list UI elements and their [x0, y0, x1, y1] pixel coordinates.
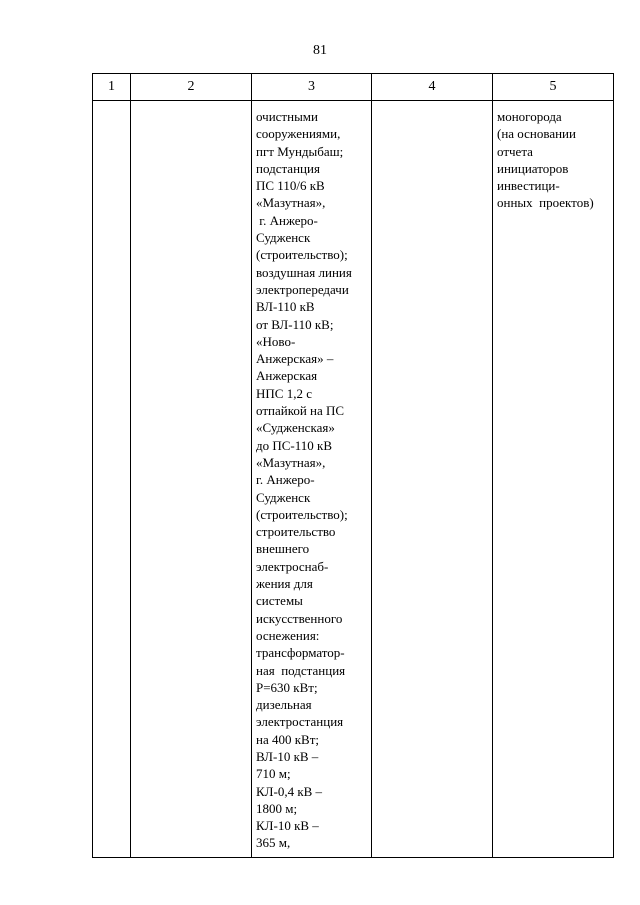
text-line: искусственного [256, 610, 343, 626]
text-line: электростанция [256, 714, 344, 730]
text-line: ВЛ-110 кВ [256, 299, 315, 315]
text-line: электроснаб- [256, 558, 329, 574]
cell-col-2 [131, 101, 252, 858]
document-table [92, 73, 614, 858]
text-line: на 400 кВт; [256, 731, 320, 747]
table-row [93, 101, 614, 858]
cell-col-3-text [252, 101, 371, 852]
text-line: моногорода [497, 109, 562, 124]
text-line: отчета [497, 143, 533, 159]
cell-col-3 [252, 101, 372, 858]
header-col-3: 3 [252, 74, 372, 101]
text-line: жения для [256, 576, 313, 592]
text-line: (на основании [497, 126, 576, 142]
text-line: отпайкой на ПС [256, 403, 345, 419]
text-line: электропередачи [256, 281, 349, 297]
text-line: 365 м, [256, 835, 291, 851]
text-line: пгт Мундыбаш; [256, 143, 344, 159]
text-line: внешнего [256, 541, 310, 557]
text-line: г. Анжеро- [256, 212, 318, 228]
text-line: 710 м; [256, 766, 291, 782]
text-line: онных проектов) [497, 195, 594, 211]
text-line: воздушная линия [256, 264, 352, 280]
text-line: (строительство); [256, 247, 348, 263]
cell-col-4 [372, 101, 493, 858]
text-line: трансформатор- [256, 645, 345, 661]
text-line: до ПС-110 кВ [256, 437, 333, 453]
page-number: 81 [313, 43, 327, 58]
text-line: 1800 м; [256, 800, 298, 816]
table-header-row [93, 74, 614, 101]
cell-col-5 [493, 101, 614, 858]
text-line: Анжерская» – [256, 351, 334, 367]
header-col-4: 4 [372, 74, 493, 101]
text-line: КЛ-10 кВ – [256, 818, 319, 834]
text-line: ная подстанция [256, 662, 346, 678]
text-line: системы [256, 593, 303, 609]
text-line: оснежения: [256, 627, 320, 643]
text-line: дизельная [256, 697, 312, 713]
text-line: от ВЛ-110 кВ; [256, 316, 334, 332]
text-line: Судженск [256, 489, 311, 505]
text-line: НПС 1,2 с [256, 385, 312, 401]
text-line: Р=630 кВт; [256, 679, 318, 695]
text-line: КЛ-0,4 кВ – [256, 783, 323, 799]
text-line: Судженск [256, 230, 311, 246]
text-line: подстанция [256, 160, 320, 176]
text-line: ПС 110/6 кВ [256, 178, 325, 194]
cell-col-5-text [493, 101, 613, 212]
text-line: «Судженская» [256, 420, 335, 436]
text-line: очистными [256, 109, 318, 124]
text-line: «Мазутная», [256, 195, 326, 211]
text-line: «Ново- [256, 333, 296, 349]
text-line: ВЛ-10 кВ – [256, 748, 319, 764]
text-line: Анжерская [256, 368, 318, 384]
text-line: сооружениями, [256, 126, 341, 142]
header-col-1: 1 [93, 74, 131, 101]
text-line: инициаторов [497, 160, 569, 176]
text-line: строительство [256, 524, 336, 540]
cell-col-1 [93, 101, 131, 858]
text-line: (строительство); [256, 506, 348, 522]
header-col-5: 5 [493, 74, 614, 101]
text-line: инвестици- [497, 178, 560, 194]
header-col-2: 2 [131, 74, 252, 101]
text-line: «Мазутная», [256, 454, 326, 470]
text-line: г. Анжеро- [256, 472, 315, 488]
